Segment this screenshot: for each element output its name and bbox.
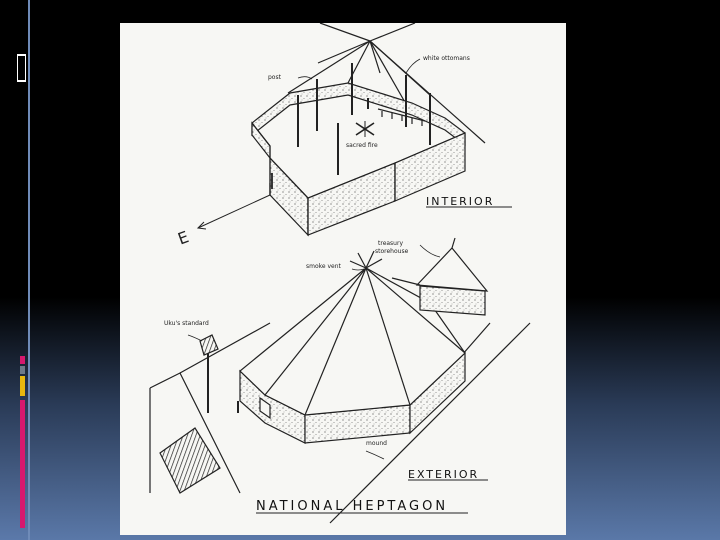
- label-storehouse: storehouse: [375, 248, 409, 255]
- slide-marker-inner: [18, 56, 25, 80]
- label-sacred-fire: sacred fire: [346, 142, 378, 149]
- label-east: E: [175, 227, 192, 249]
- accent-bar-gray: [20, 366, 25, 374]
- label-post: post: [268, 74, 281, 81]
- label-treasury: treasury: [378, 240, 404, 247]
- accent-bar-pink-top: [20, 356, 25, 364]
- diagram-image: [120, 23, 566, 535]
- label-ukus-standard: Uku's standard: [164, 320, 209, 327]
- accent-bar-gold: [20, 376, 25, 396]
- interior-caption: INTERIOR: [426, 195, 495, 208]
- slide-divider: [28, 0, 30, 540]
- heptagon-drawing: [120, 23, 566, 535]
- label-mound: mound: [366, 440, 387, 447]
- accent-bar-pink: [20, 400, 25, 528]
- diagram-title: NATIONAL HEPTAGON: [256, 499, 449, 514]
- label-white-ottomans: white ottomans: [423, 55, 470, 62]
- exterior-caption: EXTERIOR: [408, 468, 480, 481]
- label-smoke-vent: smoke vent: [306, 263, 341, 270]
